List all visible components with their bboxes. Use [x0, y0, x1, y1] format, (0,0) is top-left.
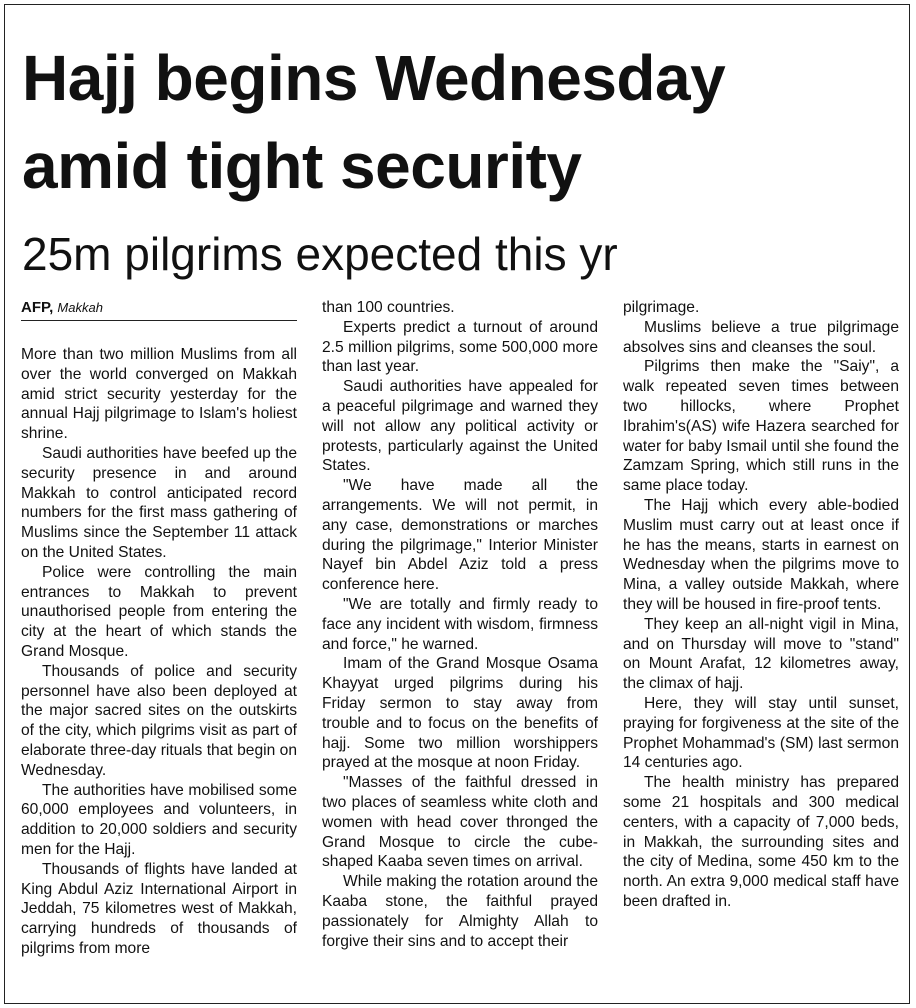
- paragraph: Pilgrims then make the "Saiy", a walk repeated seven times between two hillocks, where Prophet Ibrahim's(AS) wife Hazera searched for water for baby Ismail until she found the Zamzam Spring, which still runs in the same place today.: [623, 358, 899, 495]
- paragraph: Imam of the Grand Mosque Osama Khayyat urged pilgrims during his Friday sermon to stay away from trouble and to focus on the benefits of hajj. Some two million worshippers prayed at the mosque at noon Friday.: [322, 655, 598, 772]
- headline: [22, 34, 725, 210]
- paragraph: Muslims believe a true pilgrimage absolves sins and cleanses the soul.: [623, 318, 899, 356]
- article-column-1: [21, 298, 297, 959]
- paragraph: More than two million Muslims from all over the world converged on Makkah amid strict security yesterday for the annual Hajj pilgrimage to Islam's holiest shrine.: [21, 346, 297, 443]
- paragraph: Police were controlling the main entrances to Makkah to prevent unauthorised people from entering the city at the heart of which stands the Grand Mosque.: [21, 563, 297, 660]
- paragraph: Thousands of police and security personnel have also been deployed at the major sacred sites on the outskirts of the city, which pilgrims visit as part of elaborate three-day rituals that begin on Wednesday.: [21, 662, 297, 779]
- subheadline: 25m pilgrims expected this yr: [22, 228, 618, 280]
- byline: [21, 298, 297, 321]
- paragraph: "Masses of the faithful dressed in two places of seamless white cloth and women with head cover thronged the Grand Mosque to circle the cube-shaped Kaaba seven times on arrival.: [322, 774, 598, 871]
- paragraph: "We have made all the arrangements. We will not permit, in any case, demonstrations or marches during the pilgrimage," Interior Minister Nayef bin Abdel Aziz told a press conference here.: [322, 477, 598, 594]
- article-column-2: [322, 298, 598, 951]
- paragraph: Thousands of flights have landed at King Abdul Aziz International Airport in Jeddah, 75 kilometres west of Makkah, carrying hundreds of thousands of pilgrims from more: [21, 860, 297, 957]
- paragraph: Saudi authorities have appealed for a peaceful pilgrimage and warned they will not allow any political activity or protests, particularly against the United States.: [322, 378, 598, 475]
- byline-place: Makkah: [57, 300, 103, 315]
- byline-agency: AFP,: [21, 299, 54, 316]
- paragraph: The authorities have mobilised some 60,000 employees and volunteers, in addition to 20,000 soldiers and security men for the Hajj.: [21, 781, 297, 858]
- headline-line-2: amid tight security: [22, 130, 582, 202]
- article-column-3: [623, 298, 899, 912]
- paragraph: Saudi authorities have beefed up the security presence in and around Makkah to control anticipated record numbers for the first mass gathering of Muslims since the September 11 attack on the United States.: [21, 444, 297, 561]
- paragraph-continued: than 100 countries.: [322, 299, 455, 316]
- paragraph: While making the rotation around the Kaaba stone, the faithful prayed passionately for Almighty Allah to forgive their sins and to accept their: [322, 873, 598, 950]
- paragraph: "We are totally and firmly ready to face any incident with wisdom, firmness and force," he warned.: [322, 595, 598, 653]
- paragraph: Experts predict a turnout of around 2.5 million pilgrims, some 500,000 more than last year.: [322, 318, 598, 376]
- paragraph-continued: pilgrimage.: [623, 299, 700, 316]
- paragraph: The health ministry has prepared some 21 hospitals and 300 medical centers, with a capacity of 7,000 beds, in Makkah, the surrounding sites and the city of Medina, some 450 km to the north. An extra 9,000 medical staff have been drafted in.: [623, 774, 899, 910]
- paragraph: Here, they will stay until sunset, praying for forgiveness at the site of the Prophet Mohammad's (SM) last sermon 14 centuries ago.: [623, 694, 899, 772]
- paragraph: The Hajj which every able-bodied Muslim must carry out at least once if he has the means, starts in earnest on Wednesday when the pilgrims move to Mina, a valley outside Makkah, where they will be housed in fire-proof tents.: [623, 496, 899, 613]
- headline-line-1: Hajj begins Wednesday: [22, 42, 726, 114]
- paragraph: They keep an all-night vigil in Mina, and on Thursday will move to "stand" on Mount Arafat, 12 kilometres away, the climax of hajj.: [623, 615, 899, 693]
